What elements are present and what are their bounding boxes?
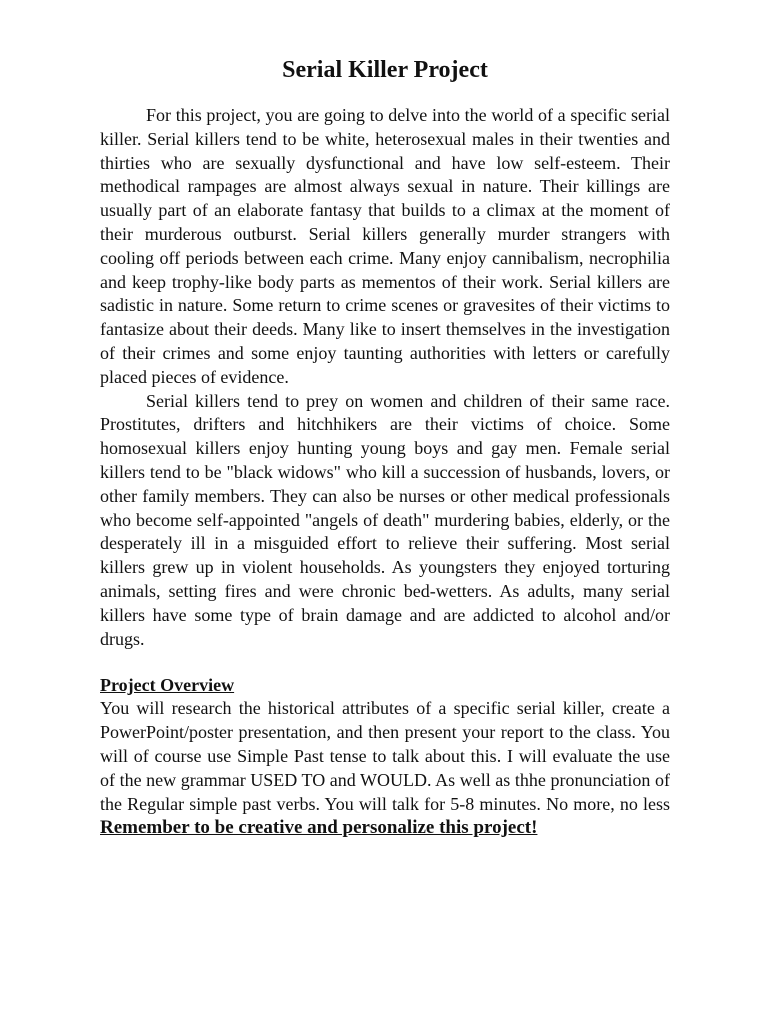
intro-paragraph: For this project, you are going to delve into the world of a specific serial killer. Serial killers tend to be white, heterosexual males in their twenties and thirties who are sexually dysfunctional and have low self-esteem. Their methodical rampages are almost always sexual in nature. Their killings are usually part of an elaborate fantasy that builds to a climax at the moment of their murderous outburst. Serial killers generally murder strangers with cooling off periods between each crime. Many enjoy cannibalism, necrophilia and keep trophy-like body parts as mementos of their work. Serial killers are sadistic in nature. Some return to crime scenes or gravesites of their victims to fantasize about their deeds. Many like to insert themselves in the investigation of their crimes and some enjoy taunting authorities with letters or carefully placed pieces of evidence. bbox=[100, 105, 670, 387]
overview-text: You will research the historical attributes of a specific serial killer, create a PowerPoint/poster presentation, and then present your report to the class. You will of course use Simple Past tense to talk about this. I will evaluate the use of the new grammar USED TO and WOULD. As well as thhe pronunciation of the Regular simple past verbs. You will talk for 5-8 minutes. No more, no less bbox=[100, 698, 670, 814]
second-paragraph: Serial killers tend to prey on women and children of their same race. Prostitutes, drifters and hitchhikers are their victims of choice. Some homosexual killers enjoy hunting young boys and gay men. Female serial killers tend to be "black widows" who kill a succession of husbands, lovers, or other family members. They can also be nurses or other medical professionals who become self-appointed "angels of death" murdering babies, elderly, or the desperately ill in a misguided effort to relieve their suffering. Most serial killers grew up in violent households. As youngsters they enjoyed torturing animals, setting fires and were chronic bed-wetters. As adults, many serial killers have some type of brain damage and are addicted to alcohol and/or drugs. bbox=[100, 390, 670, 649]
page-title: Serial Killer Project bbox=[282, 57, 488, 83]
overview-emphasis: Remember to be creative and personalize this project! bbox=[100, 817, 538, 839]
project-overview-body bbox=[100, 697, 670, 840]
project-overview-heading: Project Overview bbox=[100, 675, 235, 696]
